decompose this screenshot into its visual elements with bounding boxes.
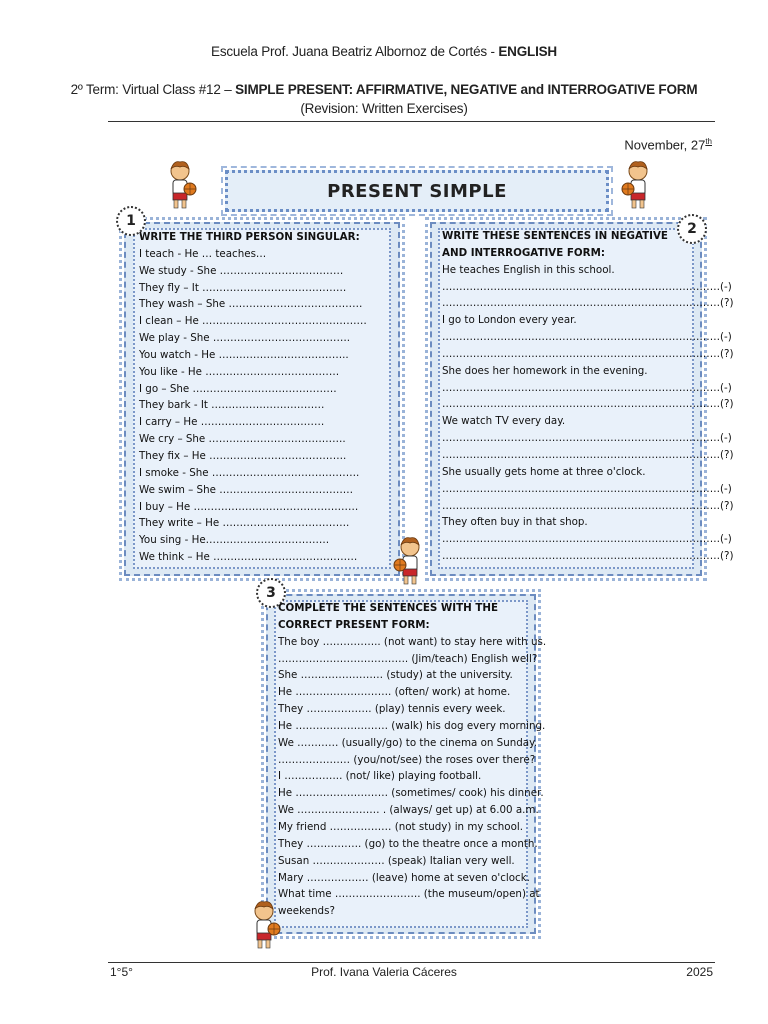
answer-line: ………………………………………………………………………(-) <box>442 432 732 445</box>
exercise-line: I clean – He ………………………………………… <box>139 315 367 328</box>
exercise-line: I smoke - She ……………………………………. <box>139 466 360 479</box>
footer-teacher: Prof. Ivana Valeria Cáceres <box>311 965 457 979</box>
date-text: November, 27 <box>624 137 706 153</box>
worksheet-title-banner <box>225 170 609 212</box>
school-name: Escuela Prof. Juana Beatriz Albornoz de Cortés - <box>211 44 499 59</box>
exercise-line: We cry – She …………………………………. <box>139 433 346 446</box>
exercise-line: I go to London every year. <box>442 314 577 327</box>
exercise-line: We study - She ……………………………… <box>139 264 344 277</box>
term-label: 2º Term: Virtual Class #12 – <box>70 82 236 97</box>
boy-with-basketball-icon <box>392 536 428 586</box>
exercise-line: I buy – He ………………………………………… <box>139 500 359 513</box>
answer-line: ………………………………………………………………………(?) <box>442 297 734 310</box>
section-3-heading: CORRECT PRESENT FORM: <box>278 618 430 631</box>
answer-line: ………………………………………………………………………(?) <box>442 398 734 411</box>
exercise-line: They bark - It …………………………… <box>139 399 325 412</box>
exercise-line: She does her homework in the evening. <box>442 364 648 377</box>
date <box>624 137 712 152</box>
footer-course: 1°5° <box>110 965 133 979</box>
class-title <box>0 82 768 97</box>
answer-line: ………………………………………………………………………(-) <box>442 482 732 495</box>
footer-divider <box>108 962 715 963</box>
section-3-number: 3 <box>256 578 286 608</box>
section-2-heading: AND INTERROGATIVE FORM: <box>442 246 605 259</box>
section-3-content <box>278 600 546 920</box>
exercise-line: She …………………… (study) at the university. <box>278 669 513 682</box>
answer-line: ………………………………………………………………………(?) <box>442 347 734 360</box>
exercise-line: We …………………… . (always/ get up) at 6.00 a.m. <box>278 804 539 817</box>
exercise-line: What time ……………………. (the museum/open) at <box>278 888 540 901</box>
exercise-line: I go – She …………………………………… <box>139 382 337 395</box>
answer-line: ………………………………………………………………………(-) <box>442 381 732 394</box>
exercise-line: I teach - He … teaches… <box>139 247 267 260</box>
section-3-heading: COMPLETE THE SENTENCES WITH THE <box>278 602 499 614</box>
exercise-line: We swim – She ………………………………… <box>139 483 354 496</box>
answer-line: ………………………………………………………………………(-) <box>442 331 732 344</box>
exercise-line: We watch TV every day. <box>442 415 566 428</box>
exercise-line: He ………………………. (often/ work) at home. <box>278 686 511 699</box>
exercise-line: The boy …………….. (not want) to stay here with us. <box>278 635 547 648</box>
exercise-line: Mary ……………… (leave) home at seven o'clock. <box>278 871 530 884</box>
exercise-line: He teaches English in this school. <box>442 263 615 276</box>
exercise-line: I …………….. (not/ like) playing football. <box>278 770 482 783</box>
exercise-line: You watch - He ……………………………….. <box>139 348 349 361</box>
exercise-line: They ……………. (go) to the theatre once a month. <box>278 837 538 850</box>
boy-with-basketball-icon <box>620 160 656 210</box>
exercise-line: You like - He ………………………………… <box>139 365 340 378</box>
date-suffix: th <box>705 137 712 146</box>
answer-line: ………………………………………………………………………(-) <box>442 280 732 293</box>
exercise-line: They write – He ………………………………. <box>139 517 350 530</box>
exercise-line: ………………… (you/not/see) the roses over there? <box>278 753 536 766</box>
footer-year: 2025 <box>686 965 713 979</box>
exercise-line: They fly – It …………………………………… <box>139 281 347 294</box>
section-2-content <box>442 228 734 565</box>
exercise-line: She usually gets home at three o'clock. <box>442 465 646 478</box>
exercise-line: They fix – He …………………………………. <box>139 449 347 462</box>
answer-line: ………………………………………………………………………(?) <box>442 448 734 461</box>
exercise-line: They often buy in that shop. <box>442 516 588 529</box>
exercise-line: They wash – She ………………………………… <box>139 298 363 311</box>
exercise-line: ……………………………….. (Jim/teach) English well? <box>278 652 538 665</box>
answer-line: ………………………………………………………………………(?) <box>442 550 734 563</box>
section-2-number: 2 <box>677 214 707 244</box>
boy-with-basketball-icon <box>246 900 282 950</box>
exercise-line: You sing - He……………………………… <box>139 534 330 547</box>
exercise-line: weekends? <box>278 905 335 918</box>
exercise-line: He ……………………… (sometimes/ cook) his dinner. <box>278 787 544 800</box>
revision-subtitle: (Revision: Written Exercises) <box>300 101 468 116</box>
exercise-line: We play - She …………………………………. <box>139 332 351 345</box>
answer-line: ………………………………………………………………………(-) <box>442 533 732 546</box>
section-1-number: 1 <box>116 206 146 236</box>
exercise-line: My friend ……………… (not study) in my school. <box>278 820 524 833</box>
header-divider <box>108 121 715 122</box>
topic-label: SIMPLE PRESENT: AFFIRMATIVE, NEGATIVE and INTERROGATIVE FORM <box>235 82 698 97</box>
section-2-heading: WRITE THESE SENTENCES IN NEGATIVE <box>442 230 668 242</box>
answer-line: ………………………………………………………………………(?) <box>442 499 734 512</box>
boy-with-basketball-icon <box>162 160 198 210</box>
exercise-line: We think – He …………………………………… <box>139 551 358 564</box>
school-header <box>0 44 768 59</box>
exercise-line: They ………………. (play) tennis every week. <box>278 703 506 716</box>
exercise-line: Susan ………………… (speak) Italian very well. <box>278 854 515 867</box>
worksheet-title: PRESENT SIMPLE <box>327 180 507 202</box>
exercise-line: We ………… (usually/go) to the cinema on Sunday. <box>278 736 538 749</box>
section-1-heading: WRITE THE THIRD PERSON SINGULAR: <box>139 231 360 243</box>
exercise-line: I carry – He ……………………………… <box>139 416 325 429</box>
exercise-line: He ……………………… (walk) his dog every morning. <box>278 719 546 732</box>
subject-label: ENGLISH <box>498 44 557 59</box>
section-1-content <box>139 229 367 566</box>
